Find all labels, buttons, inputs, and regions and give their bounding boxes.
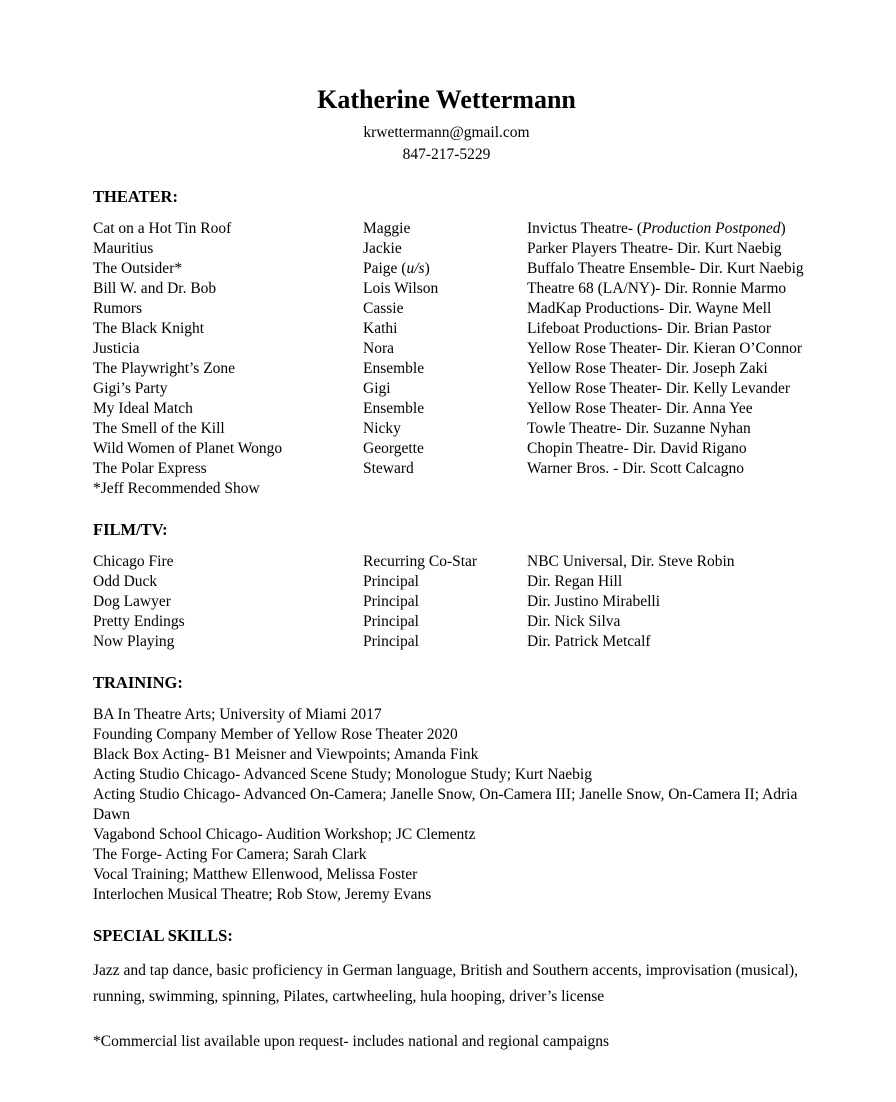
production-title: The Polar Express — [93, 460, 207, 477]
training-item: Vagabond School Chicago- Audition Workshop; JC Clementz — [93, 826, 476, 843]
credit-text: ) — [780, 220, 786, 237]
credit-row — [93, 379, 800, 399]
production-title: Dog Lawyer — [93, 593, 171, 610]
email-address: krwettermann@gmail.com — [363, 124, 530, 141]
credit-row — [93, 359, 800, 379]
role-name: Ensemble — [363, 400, 425, 417]
credit-text: Invictus Theatre- ( — [527, 220, 643, 237]
production-title: Bill W. and Dr. Bob — [93, 280, 217, 297]
theater-footnote: *Jeff Recommended Show — [93, 480, 260, 497]
film-tv-credits-table — [93, 552, 800, 652]
role-name: Steward — [363, 460, 414, 477]
production-title: Gigi’s Party — [93, 380, 168, 397]
credit-row — [93, 219, 800, 239]
role-name: Georgette — [363, 440, 424, 457]
company-credit: Yellow Rose Theater- Dir. Kelly Levander — [527, 380, 790, 397]
film-tv-section — [93, 520, 800, 652]
credit-row — [93, 299, 800, 319]
credit-row — [93, 592, 800, 612]
production-title: Now Playing — [93, 633, 175, 650]
company-credit: Yellow Rose Theater- Dir. Kieran O’Connor — [527, 340, 803, 357]
credit-row — [93, 632, 800, 652]
role-name: Cassie — [363, 300, 404, 317]
credit-row — [93, 439, 800, 459]
training-item: Vocal Training; Matthew Ellenwood, Melissa Foster — [93, 866, 418, 883]
role-name: Recurring Co-Star — [363, 553, 478, 570]
credit-row — [93, 339, 803, 359]
role-name: Nicky — [363, 420, 401, 437]
credit-text: Paige ( — [363, 260, 407, 277]
company-credit: Parker Players Theatre- Dir. Kurt Naebig — [527, 240, 782, 257]
special-skills-text: Jazz and tap dance, basic proficiency in German language, British and Southern accents, improvisation (musical), running, swimming, spinning, Pilates, cartwheeling, hula hooping, driver’s license — [93, 962, 799, 1005]
role-name: Lois Wilson — [363, 280, 439, 297]
company-credit: Lifeboat Productions- Dir. Brian Pastor — [527, 320, 772, 337]
credit-row — [93, 259, 804, 279]
credit-row — [93, 239, 800, 259]
credit-row — [93, 459, 800, 479]
company-credit — [527, 219, 800, 239]
role-name: Kathi — [363, 320, 398, 337]
company-credit: Yellow Rose Theater- Dir. Joseph Zaki — [527, 360, 768, 377]
production-title: Odd Duck — [93, 573, 158, 590]
production-title: Mauritius — [93, 240, 154, 257]
company-credit: Warner Bros. - Dir. Scott Calcagno — [527, 460, 744, 477]
role-name: Maggie — [363, 220, 411, 237]
company-credit: Buffalo Theatre Ensemble- Dir. Kurt Naebig — [527, 260, 804, 277]
role-name: Gigi — [363, 380, 391, 397]
company-credit: Theatre 68 (LA/NY)- Dir. Ronnie Marmo — [527, 280, 787, 297]
credit-row — [93, 612, 800, 632]
production-title: Justicia — [93, 340, 140, 357]
credit-row — [93, 399, 800, 419]
resume-header — [93, 84, 800, 166]
credit-row — [93, 319, 800, 339]
role-name — [363, 259, 527, 279]
training-item: BA In Theatre Arts; University of Miami 2017 — [93, 706, 382, 723]
training-list — [93, 705, 800, 905]
production-title: My Ideal Match — [93, 400, 193, 417]
training-item: Founding Company Member of Yellow Rose Theater 2020 — [93, 726, 458, 743]
phone-number: 847-217-5229 — [402, 146, 491, 163]
role-name: Jackie — [363, 240, 402, 257]
theater-section — [93, 187, 804, 499]
person-name: Katherine Wettermann — [317, 85, 576, 114]
training-item: Acting Studio Chicago- Advanced On-Camera; Janelle Snow, On-Camera III; Janelle Snow, On-Camera II; Adria Dawn — [93, 786, 798, 823]
training-item: Acting Studio Chicago- Advanced Scene Study; Monologue Study; Kurt Naebig — [93, 766, 592, 783]
production-title: The Smell of the Kill — [93, 420, 225, 437]
credit-row — [93, 552, 800, 572]
role-name: Principal — [363, 573, 419, 590]
training-section — [93, 673, 800, 905]
production-title: Cat on a Hot Tin Roof — [93, 220, 232, 237]
production-title: The Playwright’s Zone — [93, 360, 236, 377]
training-item: Black Box Acting- B1 Meisner and Viewpoints; Amanda Fink — [93, 746, 479, 763]
production-title: Chicago Fire — [93, 553, 174, 570]
credit-row — [93, 572, 800, 592]
training-item: The Forge- Acting For Camera; Sarah Clark — [93, 846, 367, 863]
commercial-list-footnote: *Commercial list available upon request- includes national and regional campaigns — [93, 1033, 610, 1050]
company-credit: Yellow Rose Theater- Dir. Anna Yee — [527, 400, 753, 417]
company-credit: Towle Theatre- Dir. Suzanne Nyhan — [527, 420, 751, 437]
special-skills-heading: SPECIAL SKILLS: — [93, 926, 233, 945]
production-title: Wild Women of Planet Wongo — [93, 440, 283, 457]
company-credit: NBC Universal, Dir. Steve Robin — [527, 553, 735, 570]
company-credit: Dir. Justino Mirabelli — [527, 593, 661, 610]
production-title: The Black Knight — [93, 320, 205, 337]
film-tv-heading: FILM/TV: — [93, 520, 168, 539]
production-title: Pretty Endings — [93, 613, 185, 630]
role-name: Nora — [363, 340, 394, 357]
company-credit: Dir. Patrick Metcalf — [527, 633, 651, 650]
production-title: The Outsider* — [93, 260, 183, 277]
training-heading: TRAINING: — [93, 673, 183, 692]
theater-heading: THEATER: — [93, 187, 178, 206]
company-credit: MadKap Productions- Dir. Wayne Mell — [527, 300, 772, 317]
role-name: Principal — [363, 613, 419, 630]
credit-text-italic: u/s — [406, 260, 425, 277]
credit-row — [93, 419, 800, 439]
role-name: Principal — [363, 633, 419, 650]
credit-text: ) — [424, 260, 430, 277]
training-item: Interlochen Musical Theatre; Rob Stow, Jeremy Evans — [93, 886, 432, 903]
credit-row — [93, 279, 800, 299]
role-name: Ensemble — [363, 360, 425, 377]
role-name: Principal — [363, 593, 419, 610]
company-credit: Dir. Regan Hill — [527, 573, 623, 590]
special-skills-section — [93, 926, 800, 1052]
company-credit: Chopin Theatre- Dir. David Rigano — [527, 440, 747, 457]
theater-credits-table — [93, 219, 804, 479]
company-credit: Dir. Nick Silva — [527, 613, 621, 630]
credit-text-italic: Production Postponed — [642, 220, 781, 237]
production-title: Rumors — [93, 300, 143, 317]
